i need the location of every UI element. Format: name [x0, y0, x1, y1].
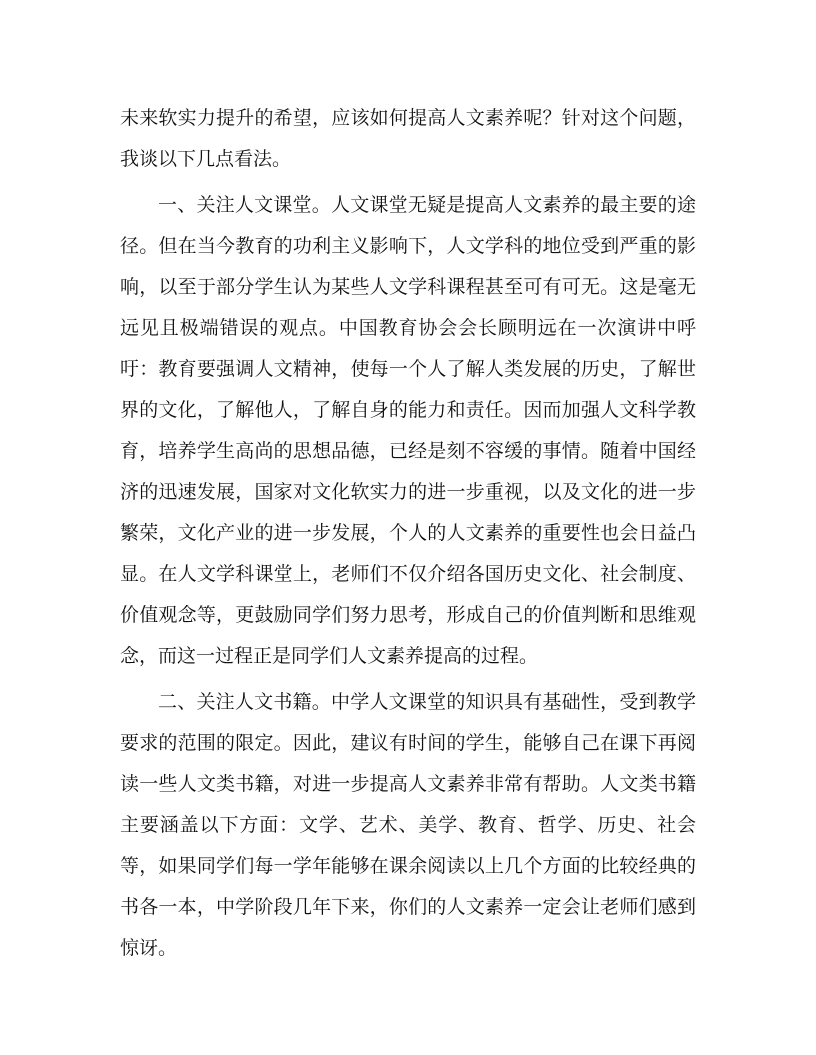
paragraph-intro: 未来软实力提升的希望，应该如何提高人文素养呢？针对这个问题，我谈以下几点看法。 — [120, 107, 696, 170]
document-body — [120, 98, 696, 974]
paragraph-humanities-books: 二、关注人文书籍。中学人文课堂的知识具有基础性，受到教学要求的范围的限定。因此，建议有时间的学生，能够自己在课下再阅读一些人文类书籍，对进一步提高人文素养非常有帮助。人文类书籍主要涵盖以下方面：文学、艺术、美学、教育、哲学、历史、社会等，如果同学们每一学年能够在课余阅读以上几个方面的比较经典的书各一本，中学阶段几年下来，你们的人文素养一定会让老师们感到惊讶。 — [120, 691, 696, 959]
paragraph-humanities-classroom: 一、关注人文课堂。人文课堂无疑是提高人文素养的最主要的途径。但在当今教育的功利主义影响下，人文学科的地位受到严重的影响，以至于部分学生认为某些人文学科课程甚至可有可无。这是毫无远见且极端错误的观点。中国教育协会会长顾明远在一次演讲中呼吁：教育要强调人文精神，使每一个人了解人类发展的历史，了解世界的文化，了解他人，了解自身的能力和责任。因而加强人文科学教育，培养学生高尚的思想品德，已经是刻不容缓的事情。随着中国经济的迅速发展，国家对文化软实力的进一步重视，以及文化的进一步繁荣，文化产业的进一步发展，个人的人文素养的重要性也会日益凸显。在人文学科课堂上，老师们不仅介绍各国历史文化、社会制度、价值观念等，更鼓励同学们努力思考，形成自己的价值判断和思维观念，而这一过程正是同学们人文素养提高的过程。 — [120, 194, 696, 667]
